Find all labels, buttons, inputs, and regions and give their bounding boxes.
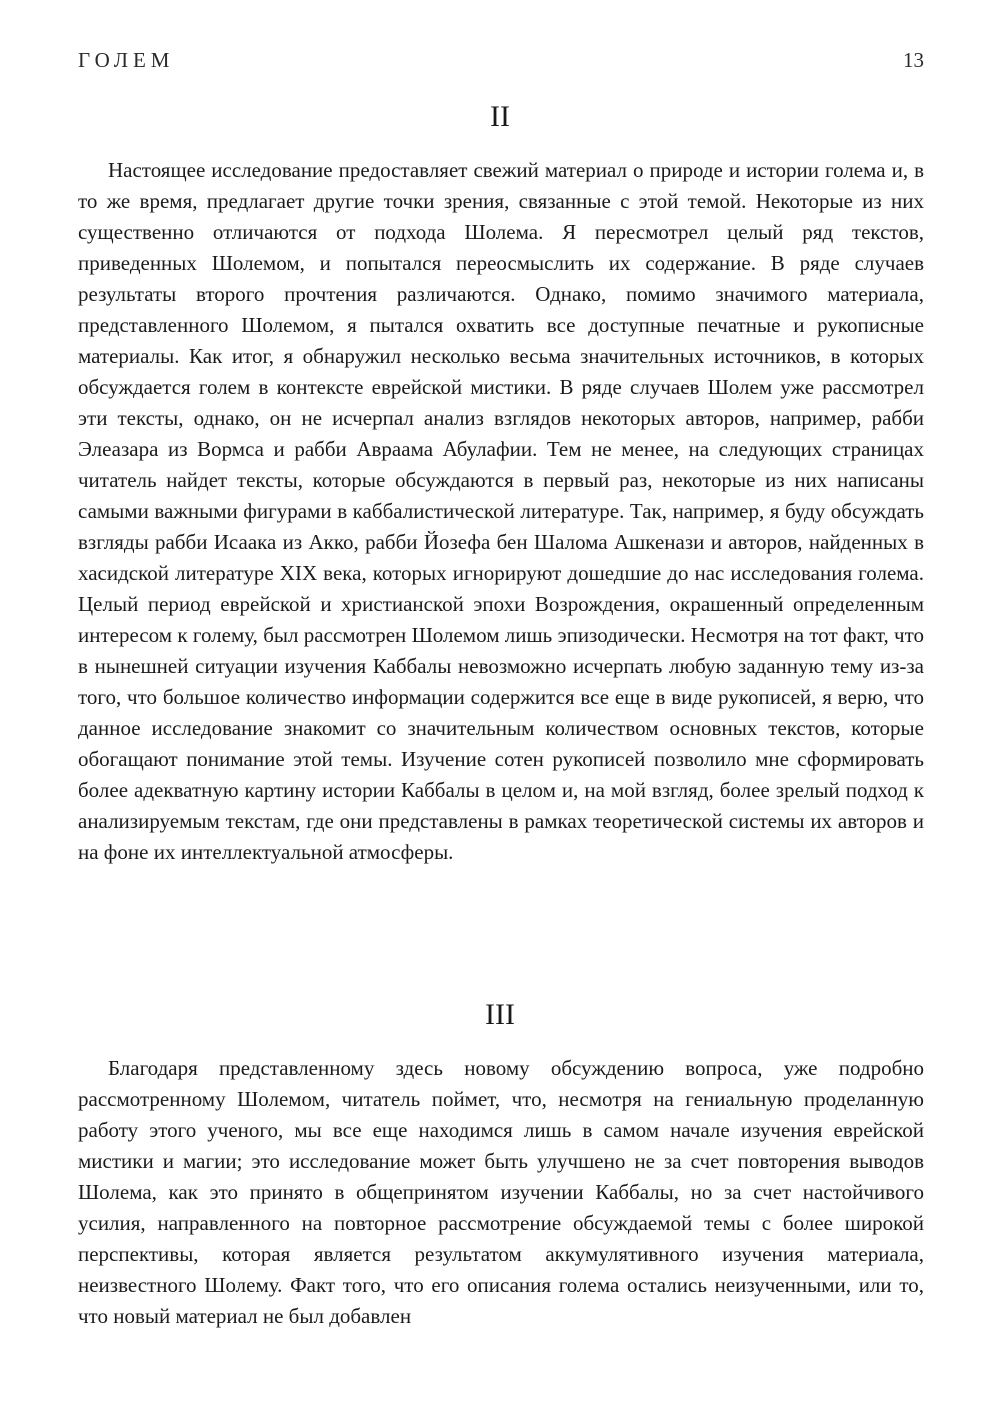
section-3-paragraph: Благодаря представленному здесь новому обсуждению вопроса, уже подробно рассмотренному Шолемом, читатель поймет, что, несмотря на гениальную проделанную работу этого ученого, мы все еще находимся лишь в самом начале изучения еврейской мистики и магии; это исследование может быть улучшено не за счет повторения выводов Шолема, как это принято в общепринятом изучении Каббалы, но за счет настойчивого усилия, направленного на повторное рассмотрение обсуждаемой темы с более широкой перспективы, которая является результатом аккумулятивного изучения материала, неизвестного Шолему. Факт того, что его описания голема остались неизученными, или то, что новый материал не был добавлен <box>78 1056 924 1328</box>
section-heading-3: III <box>485 998 515 1031</box>
section-heading-2: II <box>490 100 510 133</box>
section-2-paragraph: Настоящее исследование предоставляет свежий материал о природе и истории голема и, в то же время, предлагает другие точки зрения, связанные с этой темой. Некоторые из них существенно отличаются от подхода Шолема. Я пересмотрел целый ряд текстов, приведенных Шолемом, и попытался переосмыслить их содержание. В ряде случаев результаты второго прочтения различаются. Однако, помимо значимого материала, представленного Шолемом, я пытался охватить все доступные печатные и рукописные материалы. Как итог, я обнаружил несколько весьма значительных источников, в которых обсуждается голем в контексте еврейской мистики. В ряде случаев Шолем уже рассмотрел эти тексты, однако, он не исчерпал анализ взглядов некоторых авторов, например, рабби Элеазара из Вормса и рабби Авраама Абулафии. Тем не менее, на следующих страницах читатель найдет тексты, которые обсуждаются в первый раз, некоторые из них написаны самыми важными фигурами в каббалистической литературе. Так, например, я буду обсуждать взгляды рабби Исаака из Акко, рабби Йозефа бен Шалома Ашкенази и авторов, найденных в хасидской литературе XIX века, которых игнорируют дошедшие до нас исследования голема. Целый период еврейской и христианской эпохи Возрождения, окрашенный определенным интересом к голему, был рассмотрен Шолемом лишь эпизодически. Несмотря на тот факт, что в нынешней ситуации изучения Каббалы невозможно исчерпать любую заданную тему из-за того, что большое количество информации содержится все еще в виде рукописей, я верю, что данное исследование знакомит со значительным количеством основных текстов, которые обогащают понимание этой темы. Изучение сотен рукописей позволило мне сформировать более адекватную картину истории Каббалы в целом и, на мой взгляд, более зрелый подход к анализируемым текстам, где они представлены в рамках теоретической системы их авторов и на фоне их интеллектуальной атмосферы. <box>78 158 924 864</box>
page-number: 13 <box>903 48 924 72</box>
running-head <box>78 48 924 78</box>
running-title: ГОЛЕМ <box>78 48 175 72</box>
